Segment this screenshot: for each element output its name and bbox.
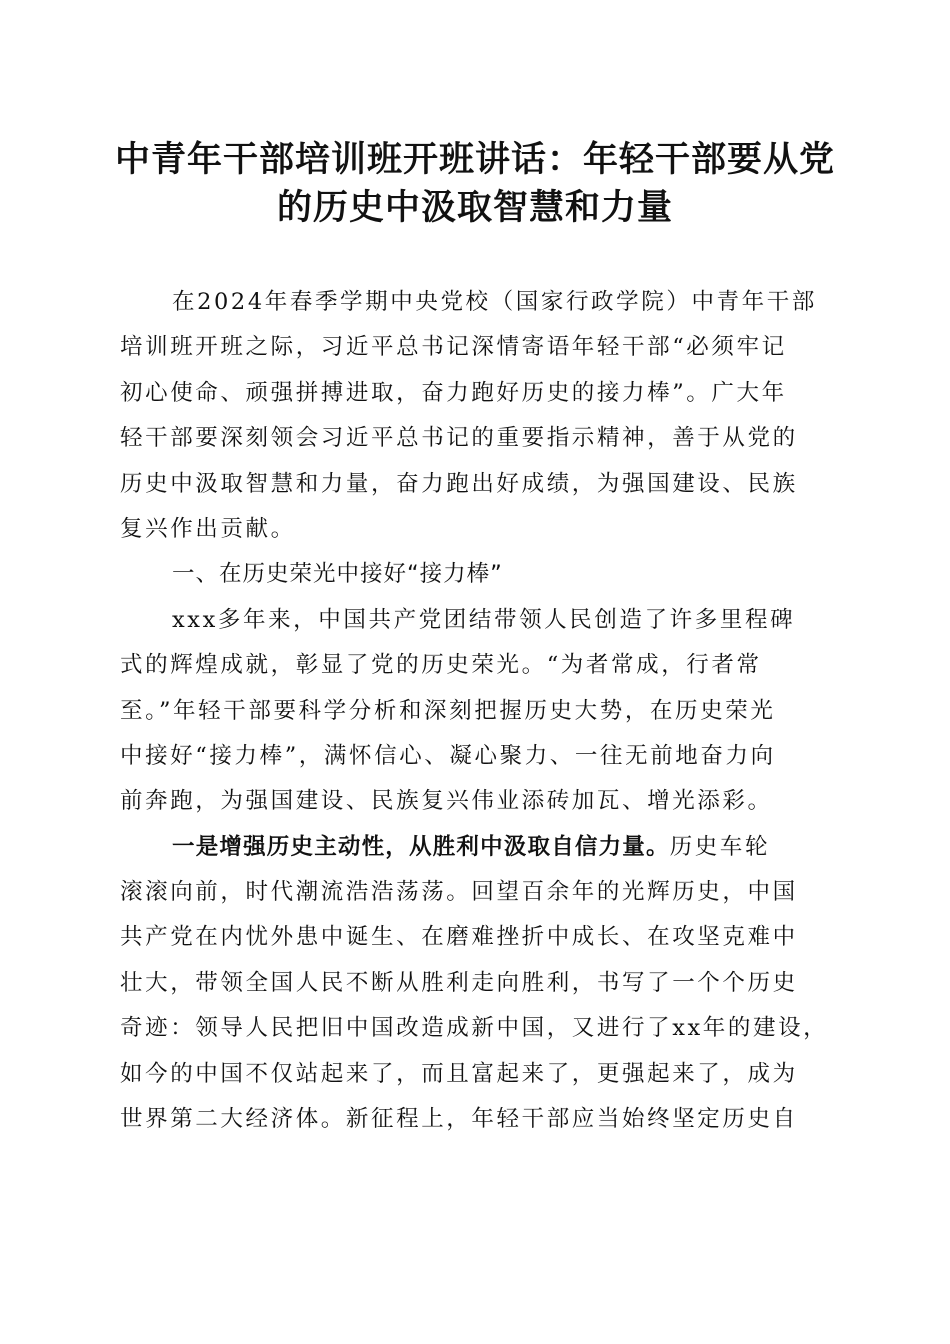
paragraph-line: 轻干部要深刻领会习近平总书记的重要指示精神，善于从党的	[120, 425, 798, 452]
paragraph-line: 滚滚向前，时代潮流浩浩荡荡。回望百余年的光辉历史，中国	[120, 879, 798, 906]
paragraph-line: 初心使命、顽强拼搏进取，奋力跑好历史的接力棒”。广大年	[120, 379, 787, 406]
section-paragraph	[120, 598, 835, 825]
paragraph-line: xxx多年来，中国共产党团结带领人民创造了许多里程碑	[172, 606, 796, 633]
title-line-2: 的历史中汲取智慧和力量	[276, 187, 673, 228]
point-one-lead: 一是增强历史主动性，从胜利中汲取自信力量。	[172, 833, 670, 860]
paragraph-line	[120, 825, 835, 870]
title-line-1: 中青年干部培训班开班讲话：年轻干部要从党	[114, 139, 835, 180]
paragraph-line: 中接好“接力棒”，满怀信心、凝心聚力、一往无前地奋力向	[120, 742, 776, 769]
paragraph-line: 在2024年春季学期中央党校（国家行政学院）中青年干部	[172, 289, 817, 315]
paragraph-line: 共产党在内忧外患中诞生、在磨难挫折中成长、在攻坚克难中	[120, 924, 798, 951]
paragraph-line: 如今的中国不仅站起来了，而且富起来了，更强起来了，成为	[120, 1060, 798, 1087]
intro-paragraph	[120, 280, 835, 552]
paragraph-line: 前奔跑，为强国建设、民族复兴伟业添砖加瓦、增光添彩。	[120, 788, 773, 815]
point-one-lead-continuation: 历史车轮	[669, 833, 771, 860]
paragraph-line: 式的辉煌成就，彰显了党的历史荣光。“为者常成，行者常	[120, 652, 762, 679]
document-title	[100, 136, 850, 232]
document-body	[120, 280, 835, 1142]
paragraph-line: 至。”年轻干部要科学分析和深刻把握历史大势，在历史荣光	[120, 697, 776, 724]
paragraph-line: 世界第二大经济体。新征程上，年轻干部应当始终坚定历史自	[120, 1106, 798, 1133]
paragraph-line: 壮大，带领全国人民不断从胜利走向胜利，书写了一个个历史	[120, 969, 798, 996]
paragraph-line: 复兴作出贡献。	[120, 515, 296, 542]
paragraph-line: 历史中汲取智慧和力量，奋力跑出好成绩，为强国建设、民族	[120, 470, 798, 497]
point-one-paragraph	[120, 825, 835, 1143]
paragraph-line: 培训班开班之际，习近平总书记深情寄语年轻干部“必须牢记	[120, 334, 787, 361]
section-heading: 一、在历史荣光中接好“接力棒”	[172, 561, 503, 588]
paragraph-line: 奇迹：领导人民把旧中国改造成新中国，又进行了xx年的建设，	[120, 1015, 829, 1042]
